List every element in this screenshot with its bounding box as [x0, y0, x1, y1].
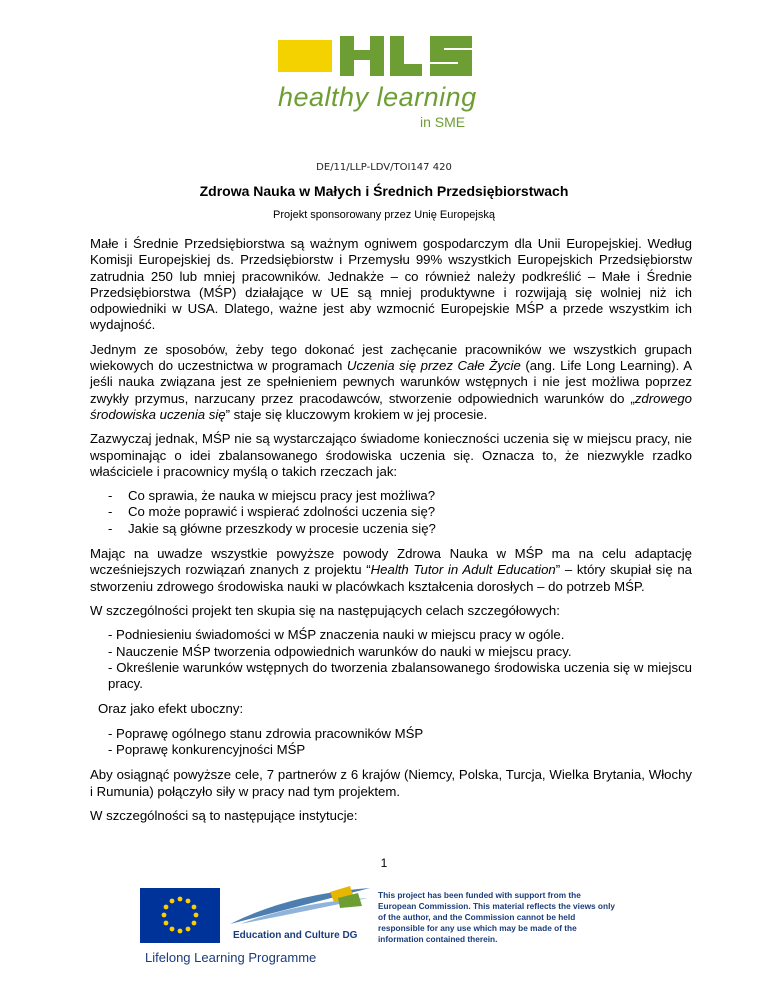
page-subtitle: Projekt sponsorowany przez Unię Europejską: [273, 209, 495, 221]
side-effects-list: [108, 726, 692, 759]
text-run: Jednym ze sposobów, żeby tego dokonać jest zachęcanie pracowników we wszystkich grupach wiekowych do uczestnictwa w programach: [90, 341, 692, 374]
text-run: (ang. Life Long Learning). A jeśli nauka związana jest ze spełnieniem pewnych warunków wstępnych i nie jest możliwa poprzez zwykły przymus, narzucany przez pracodawców, stworzenie odpowiednich warunków do „: [90, 358, 692, 406]
text-run: ” staje się kluczowym krokiem w jej procesie.: [225, 406, 488, 422]
list-item: - Poprawę konkurencyjności MŚP: [108, 742, 306, 758]
eu-flag-icon: [140, 888, 220, 943]
footer: [130, 880, 650, 980]
list-item: - Co może poprawić i wspierać zdolności uczenia się?: [108, 504, 692, 520]
page-number: 1: [380, 856, 388, 870]
paragraph-project-aim: [90, 546, 692, 595]
text-run: ” – który skupiał się na stworzeniu zdrowego środowiska nauki w placówkach kształcenia dorosłych – do potrzeb MŚP.: [90, 562, 692, 594]
funding-disclaimer: This project has been funded with support from the European Commission. This material reflects the views only of the author, and the Commission cannot be held responsible for any use which may be made of the information contained therein.: [378, 890, 615, 944]
document-body: [90, 236, 692, 832]
emphasis-text: Health Tutor in Adult Education: [370, 562, 556, 578]
paragraph-goals-intro: W szczególności projekt ten skupia się na następujących celach szczegółowych:: [90, 602, 560, 618]
emphasis-text: Uczenia się przez Całe Życie: [346, 358, 521, 374]
llp-label: Lifelong Learning Programme: [145, 950, 317, 965]
list-item: - Nauczenie MŚP tworzenia odpowiednich warunków do nauki w miejscu pracy.: [108, 643, 572, 659]
list-item: - Jakie są główne przeszkody w procesie uczenia się?: [108, 521, 692, 537]
logo-subtext: in SME: [420, 114, 466, 130]
text-run: Mając na uwadze wszystkie powyższe powody Zdrowa Nauka w MŚP ma na celu adaptację wcześniejszych rozwiązań znanych z projektu “: [90, 546, 692, 578]
paragraph-partners: Aby osiągnąć powyższe cele, 7 partnerów z 6 krajów (Niemcy, Polska, Turcja, Wielka Brytania, Włochy i Rumunia) połączyło siły w pracy nad tym projektem.: [90, 767, 692, 799]
list-item: - Co sprawia, że nauka w miejscu pracy jest możliwa?: [108, 488, 692, 504]
list-item: - Podniesieniu świadomości w MŚP znaczenia nauki w miejscu pracy w ogóle.: [108, 627, 565, 643]
paragraph-awareness: Zazwyczaj jednak, MŚP nie są wystarczająco świadome konieczności uczenia się w miejscu pracy, nie wspominając o idei zbalansowanego środowiska uczenia się. Oznacza to, że niezwykle rzadko właściciele i pracownicy myślą o takich rzeczach jak:: [90, 431, 692, 479]
list-item: - Określenie warunków wstępnych do tworzenia zbalansowanego środowiska uczenia się w miejscu pracy.: [108, 659, 692, 692]
page-title: Zdrowa Nauka w Małych i Średnich Przedsiębiorstwach: [199, 183, 569, 199]
hls-logo: [270, 34, 480, 134]
goals-list: [108, 627, 692, 692]
emphasis-text: zdrowego środowiska uczenia się: [90, 390, 692, 422]
logo-text: healthy learning: [278, 82, 477, 112]
paragraph-intro: Małe i Średnie Przedsiębiorstwa są ważnym ogniwem gospodarczym dla Unii Europejskiej. Według Komisji Europejskiej ds. Przedsiębiorstw i Przemysłu 99% wszystkich Europejskich Przedsiębiorstw zatrudnia 250 lub mniej pracowników. Jednakże – co również należy podkreślić – Małe i Średnie Przedsiębiorstwa (MŚP) działające w UE są mniej produktywne i rozwijają się wolniej niż ich odpowiedniki w USA. Dlatego, ważne jest aby wzmocnić Europejskie MŚP a przede wszystkim ich wydajność.: [90, 236, 692, 333]
hls-logo-mark-icon: [270, 34, 480, 84]
paragraph-side-effects: Oraz jako efekt uboczny:: [98, 701, 244, 717]
paragraph-institutions: W szczególności są to następujące instytucje:: [90, 807, 358, 823]
list-item: - Poprawę ogólnego stanu zdrowia pracowników MŚP: [108, 725, 424, 741]
llp-swoosh-icon: [230, 884, 370, 929]
questions-list: [108, 488, 692, 537]
paragraph-lifelong-learning: [90, 342, 692, 423]
education-culture-label: Education and Culture DG: [233, 930, 358, 941]
project-reference: DE/11/LLP-LDV/TOI147 420: [316, 162, 452, 173]
